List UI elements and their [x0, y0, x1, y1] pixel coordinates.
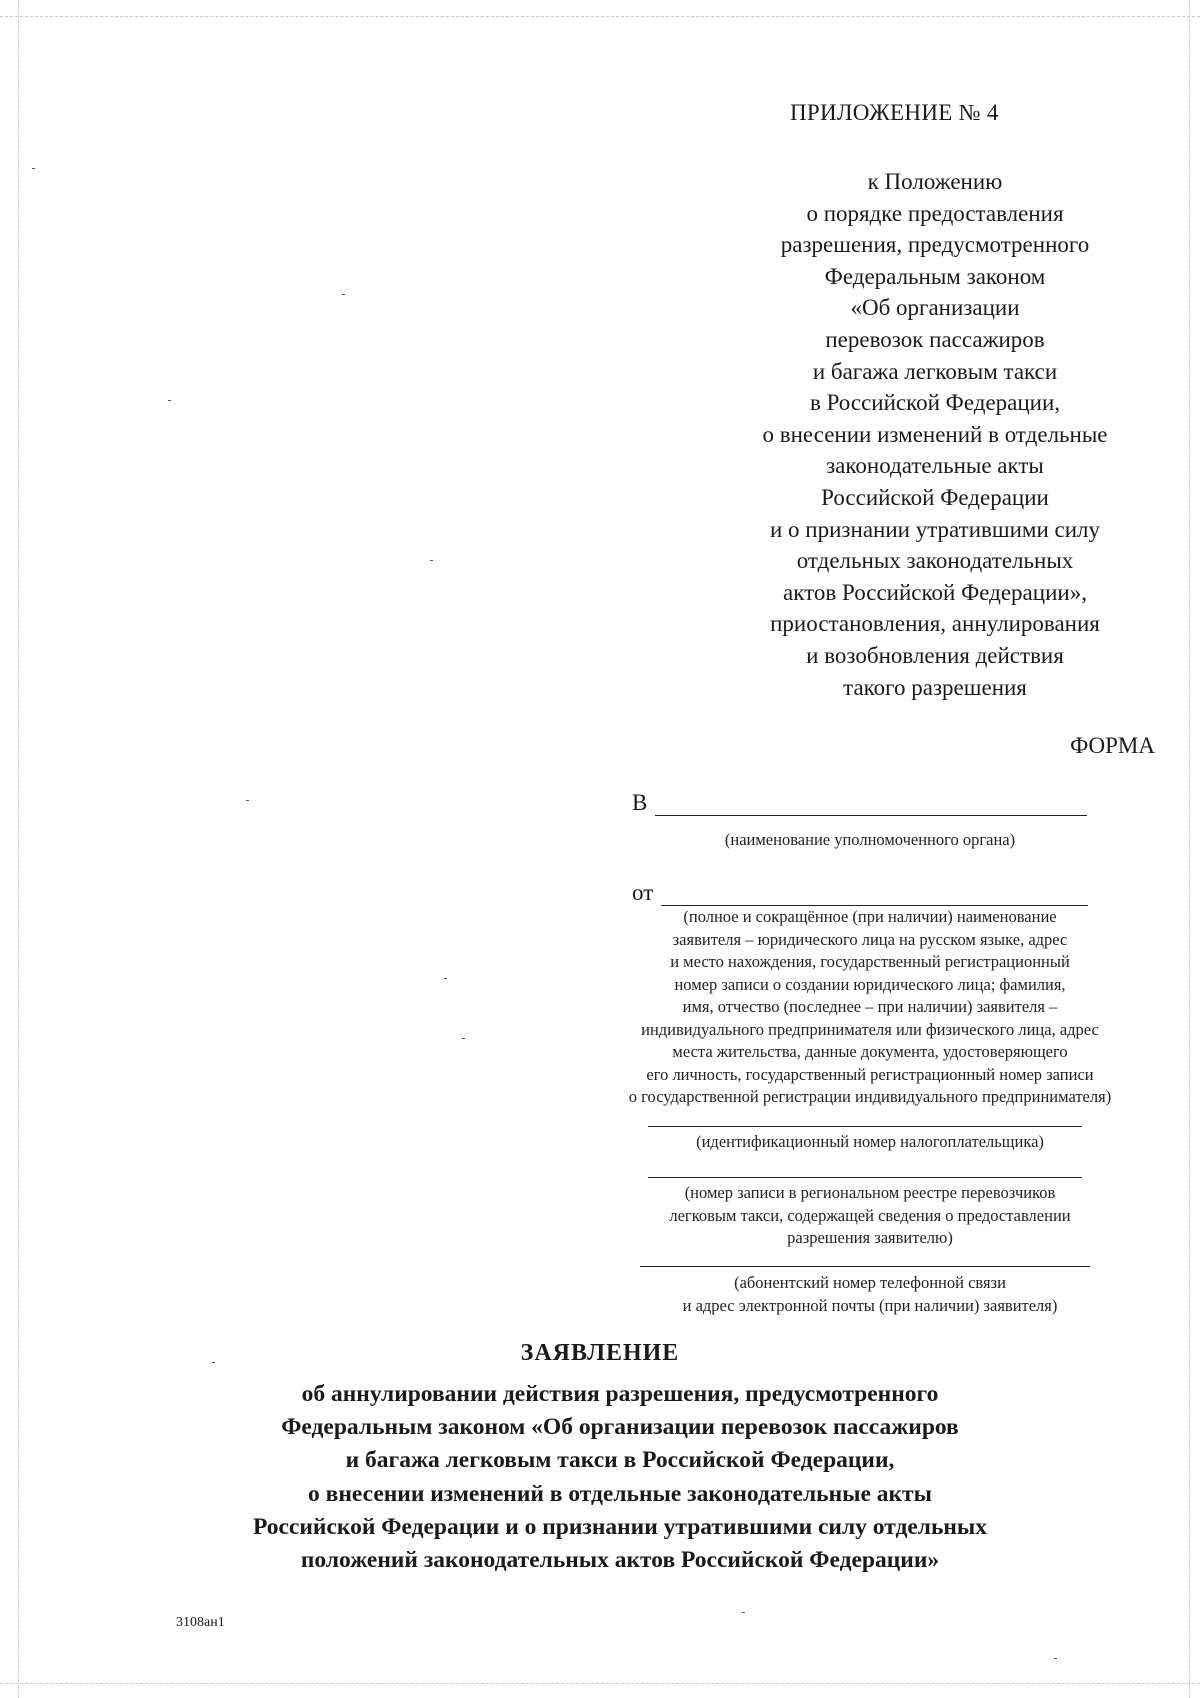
- to-authority-row: [632, 790, 1087, 816]
- scan-edge-right: [1189, 0, 1190, 1698]
- appendix-reference-line: и о признании утратившими силу: [770, 516, 1100, 542]
- statement-title: ЗАЯВЛЕНИЕ: [520, 1340, 680, 1366]
- registry-caption-line: (номер записи в региональном реестре перевозчиков: [684, 1183, 1056, 1202]
- registry-number-field[interactable]: [648, 1177, 1082, 1178]
- from-caption-line: о государственной регистрации индивидуального предпринимателя): [628, 1087, 1112, 1106]
- scan-edge-bottom: [0, 1683, 1200, 1684]
- from-applicant-field[interactable]: [661, 885, 1088, 906]
- from-caption-line: (полное и сокращённое (при наличии) наименование: [683, 907, 1057, 926]
- scan-speck: [462, 1038, 465, 1039]
- registry-caption-line: легковым такси, содержащей сведения о предоставлении: [669, 1205, 1071, 1225]
- appendix-reference-line: в Российской Федерации,: [809, 390, 1061, 416]
- appendix-reference-line: Федеральным законом: [824, 263, 1046, 289]
- statement-subject-line: Федеральным законом «Об организации перевозок пассажиров: [281, 1414, 959, 1441]
- appendix-reference-line: актов Российской Федерации»,: [783, 579, 1087, 605]
- scan-speck: [742, 1612, 745, 1613]
- from-caption-line: номер записи о создании юридического лица; фамилия,: [674, 974, 1066, 994]
- from-caption-line: места жительства, данные документа, удостоверяющего: [672, 1042, 1068, 1061]
- contact-caption: [600, 1272, 1140, 1317]
- appendix-reference-line: к Положению: [867, 169, 1003, 194]
- scan-speck: [212, 1362, 215, 1363]
- contact-caption-line: (абонентский номер телефонной связи: [734, 1273, 1006, 1292]
- from-prefix: от: [632, 880, 654, 905]
- appendix-reference-line: законодательные акты: [826, 453, 1044, 479]
- contact-caption-line: и адрес электронной почты (при наличии) заявителя): [682, 1295, 1058, 1315]
- from-caption-line: индивидуального предпринимателя или физического лица, адрес: [641, 1019, 1099, 1039]
- form-label: ФОРМА: [1070, 733, 1155, 758]
- scan-speck: [430, 560, 433, 561]
- to-prefix: В: [632, 790, 648, 815]
- document-code: 3108ан1: [176, 1615, 225, 1630]
- inn-field[interactable]: [648, 1126, 1082, 1127]
- statement-subject-line: положений законодательных актов Российской Федерации»: [300, 1547, 940, 1574]
- appendix-reference-line: Российской Федерации: [821, 484, 1049, 510]
- from-caption-line: и место нахождения, государственный регистрационный: [670, 952, 1070, 971]
- appendix-reference-line: и возобновления действия: [806, 642, 1064, 668]
- appendix-reference-line: приостановления, аннулирования: [770, 611, 1100, 637]
- registry-caption-line: разрешения заявителю): [787, 1228, 953, 1247]
- scan-speck: [444, 978, 447, 979]
- appendix-reference-line: перевозок пассажиров: [825, 326, 1045, 352]
- from-applicant-caption: [560, 906, 1180, 1109]
- inn-caption: (идентификационный номер налогоплательщика): [696, 1132, 1044, 1151]
- to-authority-field[interactable]: [655, 795, 1087, 816]
- appendix-reference: [700, 166, 1170, 703]
- statement-subject-line: о внесении изменений в отдельные законодательные акты: [308, 1480, 932, 1507]
- statement-subject-line: об аннулировании действия разрешения, предусмотренного: [301, 1381, 939, 1407]
- appendix-reference-line: такого разрешения: [843, 674, 1027, 700]
- statement-subject: [140, 1378, 1100, 1577]
- scan-speck: [246, 800, 249, 801]
- scan-edge-top: [0, 16, 1200, 17]
- from-applicant-row: [632, 880, 1088, 906]
- from-caption-line: его личность, государственный регистрационный номер записи: [646, 1064, 1094, 1084]
- appendix-reference-line: о порядке предоставления: [806, 200, 1064, 226]
- statement-subject-line: Российской Федерации и о признании утратившими силу отдельных: [252, 1513, 988, 1540]
- appendix-reference-line: отдельных законодательных: [796, 548, 1074, 574]
- statement-subject-line: и багажа легковым такси в Российской Федерации,: [345, 1447, 895, 1474]
- scan-speck: [32, 168, 35, 169]
- appendix-reference-line: «Об организации: [850, 295, 1020, 321]
- registry-number-caption: [590, 1182, 1150, 1250]
- appendix-reference-line: разрешения, предусмотренного: [780, 232, 1090, 258]
- scan-speck: [1054, 1658, 1057, 1659]
- appendix-title: ПРИЛОЖЕНИЕ № 4: [790, 100, 999, 125]
- scan-edge-left: [18, 0, 19, 1698]
- appendix-reference-line: о внесении изменений в отдельные: [762, 421, 1108, 447]
- contact-field[interactable]: [640, 1266, 1090, 1267]
- to-authority-caption: (наименование уполномоченного органа): [724, 830, 1016, 849]
- scan-speck: [168, 400, 171, 401]
- from-caption-line: заявителя – юридического лица на русском языке, адрес: [672, 929, 1068, 949]
- scan-speck: [342, 294, 345, 295]
- from-caption-line: имя, отчество (последнее – при наличии) заявителя –: [682, 997, 1058, 1016]
- appendix-reference-line: и багажа легковым такси: [812, 358, 1058, 384]
